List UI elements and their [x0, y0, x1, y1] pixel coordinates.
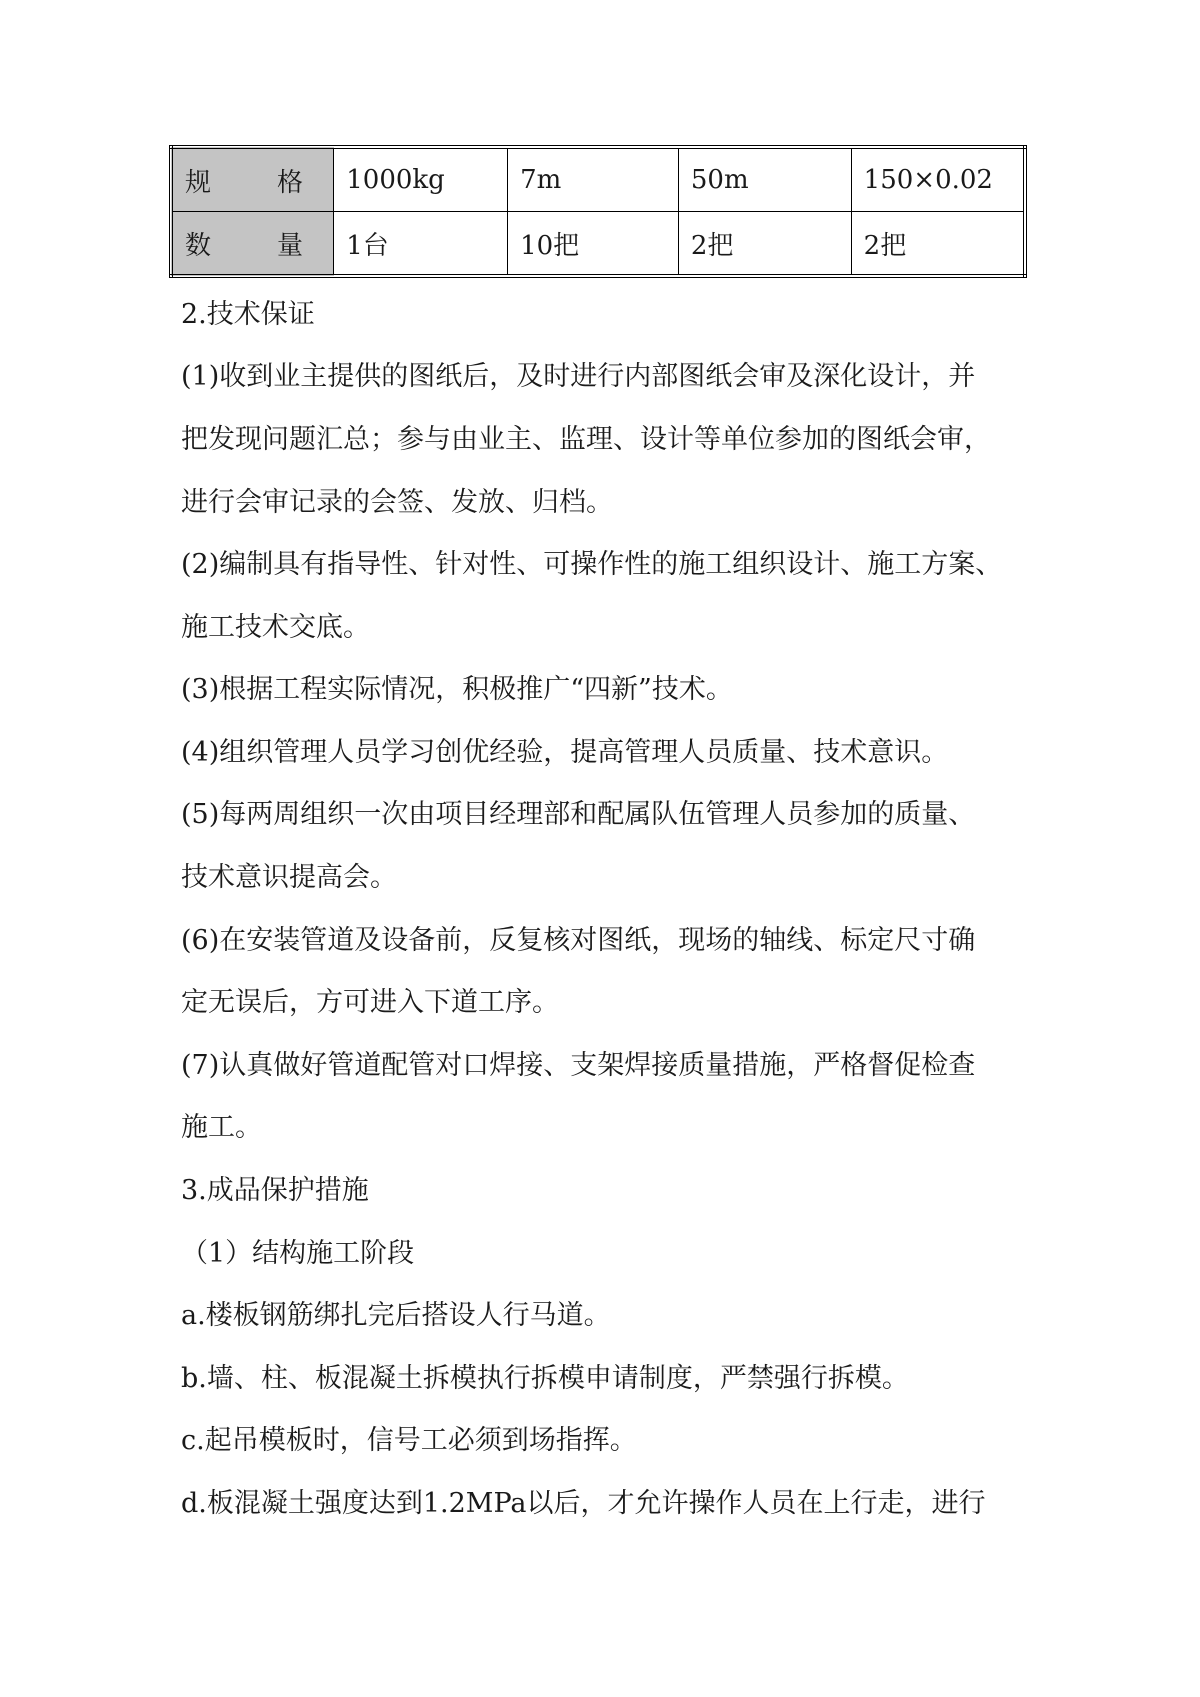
- table-cell: 10把: [508, 212, 679, 277]
- text-line: (3)根据工程实际情况，积极推广“四新”技术。: [181, 674, 733, 705]
- subsection-heading: （1）结构施工阶段: [181, 1238, 415, 1269]
- table-cell: 2把: [851, 212, 1025, 277]
- row-label-spec: [171, 147, 334, 212]
- section-heading: 3.成品保护措施: [181, 1175, 369, 1206]
- text-line: 把发现问题汇总；参与由业主、监理、设计等单位参加的图纸会审，: [181, 424, 991, 455]
- text-line: c.起吊模板时，信号工必须到场指挥。: [181, 1425, 637, 1456]
- text-line: (4)组织管理人员学习创优经验，提高管理人员质量、技术意识。: [181, 737, 949, 768]
- table-cell: 50m: [678, 147, 851, 212]
- text-line: 施工。: [181, 1112, 262, 1143]
- text-line: (1)收到业主提供的图纸后，及时进行内部图纸会审及深化设计，并: [181, 361, 976, 392]
- table-cell: 2把: [678, 212, 851, 277]
- table-row-spec: [171, 147, 1025, 212]
- text-line: 技术意识提高会。: [181, 862, 397, 893]
- row-label-quantity: [171, 212, 334, 277]
- table-cell: 1台: [334, 212, 508, 277]
- table-cell: 1000kg: [334, 147, 508, 212]
- section-heading: 2.技术保证: [181, 299, 315, 330]
- label-char: 量: [276, 230, 303, 261]
- text-line: 定无误后，方可进入下道工序。: [181, 987, 559, 1018]
- text-line: (7)认真做好管道配管对口焊接、支架焊接质量措施，严格督促检查: [181, 1050, 976, 1081]
- text-line: (6)在安装管道及设备前，反复核对图纸，现场的轴线、标定尺寸确: [181, 925, 976, 956]
- label-char: 规: [185, 167, 212, 198]
- table-cell: 7m: [508, 147, 679, 212]
- text-line: d.板混凝土强度达到1.2MPa以后，才允许操作人员在上行走，进行: [181, 1488, 986, 1519]
- text-line: 施工技术交底。: [181, 612, 370, 643]
- label-char: 格: [276, 167, 303, 198]
- text-line: (2)编制具有指导性、针对性、可操作性的施工组织设计、施工方案、: [181, 549, 1003, 580]
- table-cell: 150×0.02: [851, 147, 1025, 212]
- label-char: 数: [185, 230, 212, 261]
- text-line: a.楼板钢筋绑扎完后搭设人行马道。: [181, 1300, 611, 1331]
- text-line: (5)每两周组织一次由项目经理部和配属队伍管理人员参加的质量、: [181, 799, 976, 830]
- spec-table: [169, 145, 1027, 278]
- text-line: 进行会审记录的会签、发放、归档。: [181, 487, 613, 518]
- text-line: b.墙、柱、板混凝土拆模执行拆模申请制度，严禁强行拆模。: [181, 1363, 909, 1394]
- table-row-quantity: [171, 212, 1025, 277]
